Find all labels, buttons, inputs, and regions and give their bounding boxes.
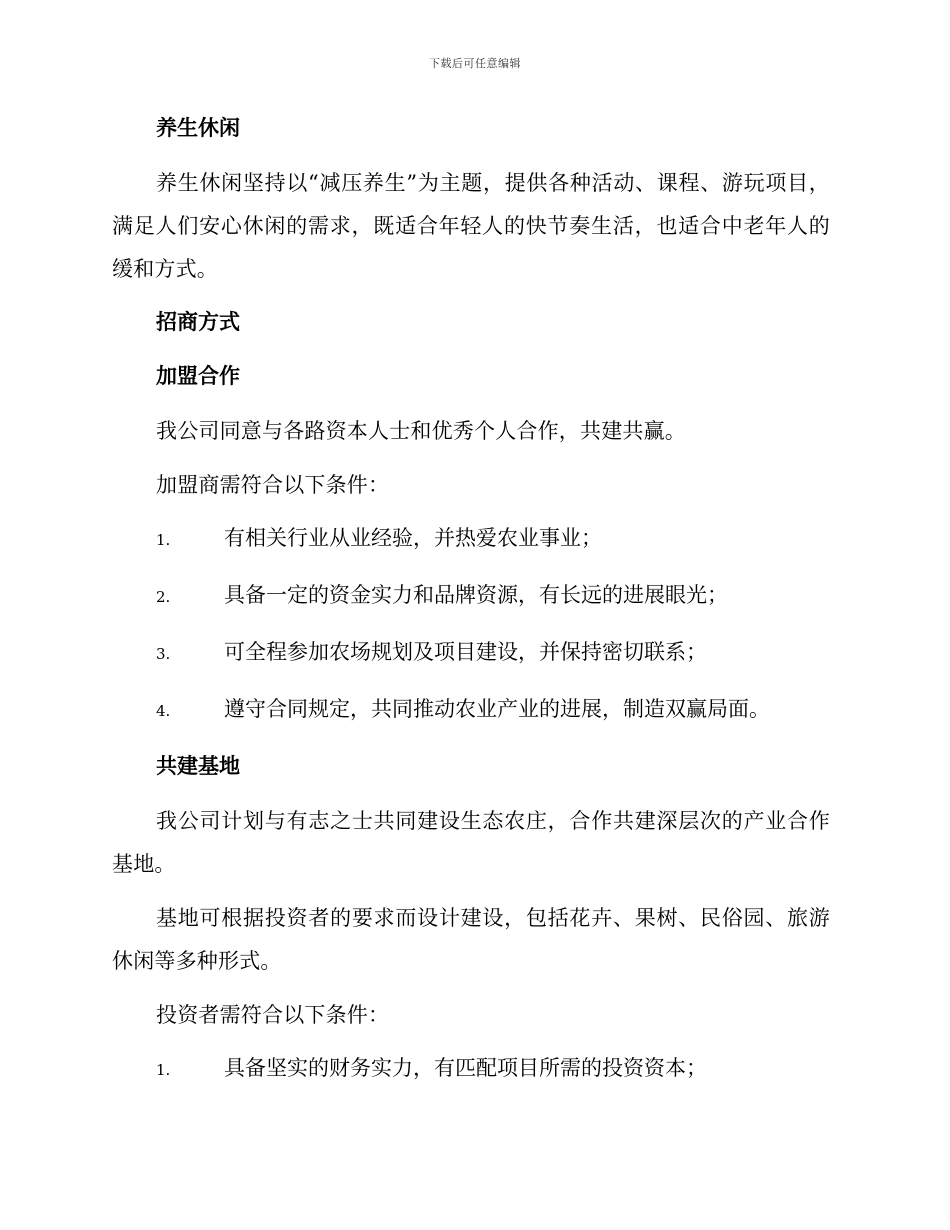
list-item xyxy=(112,1048,830,1090)
list-item xyxy=(112,632,830,674)
list-item-number: 3. xyxy=(156,645,171,663)
section-heading-investment: 招商方式 xyxy=(156,310,240,334)
list-item-text: 具备一定的资金实力和品牌资源，有长远的进展眼光； xyxy=(224,583,728,607)
list-item-text: 有相关行业从业经验，并热爱农业事业； xyxy=(224,526,602,550)
list-item-text: 具备坚实的财务实力，有匹配项目所需的投资资本； xyxy=(224,1056,707,1080)
list-item-text: 遵守合同规定，共同推动农业产业的进展，制造双赢局面。 xyxy=(224,697,770,721)
list-item xyxy=(112,518,830,560)
paragraph-wellness: 养生休闲坚持以“减压养生”为主题，提供各种活动、课程、游玩项目，满足人们安心休闲的需求，既适合年轻人的快节奏生活，也适合中老年人的缓和方式。 xyxy=(112,171,830,281)
document-body xyxy=(112,108,830,1105)
list-item-number: 2. xyxy=(156,588,171,606)
list-item-number: 1. xyxy=(156,1061,171,1079)
paragraph-base-intro: 我公司计划与有志之士共同建设生态农庄，合作共建深层次的产业合作基地。 xyxy=(112,809,830,876)
list-item-text: 可全程参加农场规划及项目建设，并保持密切联系； xyxy=(224,640,707,664)
section-heading-wellness: 养生休闲 xyxy=(156,116,240,140)
paragraph-base-forms: 基地可根据投资者的要求而设计建设，包括花卉、果树、民俗园、旅游休闲等多种形式。 xyxy=(112,906,830,973)
list-item xyxy=(112,575,830,617)
list-item-number: 1. xyxy=(156,531,171,549)
section-heading-base: 共建基地 xyxy=(156,754,240,778)
paragraph-franchise-intro: 我公司同意与各路资本人士和优秀个人合作，共建共赢。 xyxy=(156,419,686,443)
list-item-number: 4. xyxy=(156,702,171,720)
paragraph-base-conditions: 投资者需符合以下条件： xyxy=(156,1003,390,1027)
list-item xyxy=(112,689,830,731)
section-heading-franchise: 加盟合作 xyxy=(156,364,240,388)
header-note: 下载后可任意编辑 xyxy=(429,57,521,70)
paragraph-franchise-conditions: 加盟商需符合以下条件： xyxy=(156,473,390,497)
